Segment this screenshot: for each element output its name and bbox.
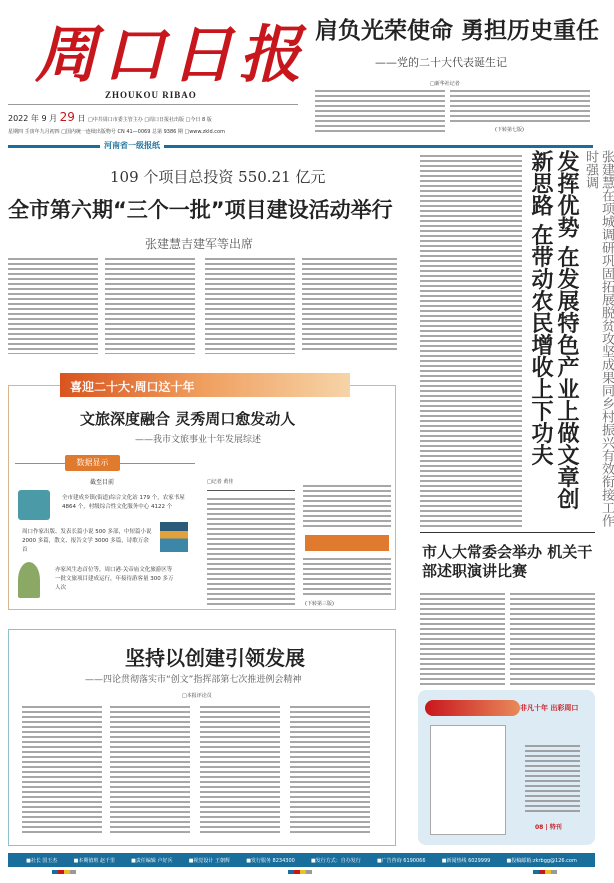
ribbon: 河南省一级报纸 (100, 140, 164, 151)
date-suffix: 日 (77, 114, 86, 123)
editorial-body (22, 706, 102, 834)
issue-info (8, 128, 225, 135)
ad-page-thumbnail (430, 725, 506, 835)
top-body (315, 90, 445, 132)
feature-subtitle: ——我市文旅事业十年发展综述 (135, 435, 262, 445)
top-subtitle: ——党的二十大代表诞生记 (375, 56, 507, 69)
top-byline: □新华社记者 (430, 81, 460, 87)
right-deck: 张建慧在项城调研巩固拓展脱贫攻坚成果同乡村振兴有效衔接工作时强调 (583, 150, 614, 527)
top-body (450, 90, 590, 122)
feature-subhead-tag (305, 535, 389, 551)
footer-bar (8, 853, 595, 867)
divider (8, 104, 298, 105)
stat-1: 全市建成乡镇(街道)综合文化站 179 个，农家书屋 4864 个，村级综合性文化服务中心 4122 个 (62, 495, 185, 510)
divider (420, 532, 595, 533)
stat-3: 亦家风生态首位等，周口港·关帝庙文化旅游区等一批文旅项目建成运行，年接待游客量 300 多万人次 (55, 567, 174, 591)
right-headline-1: 创新思路 在带动农民增收上下功夫 (528, 150, 579, 510)
date-year: 2022 年 9 月 (8, 114, 58, 123)
divider (207, 490, 295, 491)
feature-body (207, 498, 295, 606)
weekday: 星期四 壬寅年九月初四 (8, 129, 60, 135)
feature-banner: 喜迎二十大·周口这十年 (60, 373, 350, 397)
date-day: 29 (59, 110, 75, 124)
palm-tree-icon (18, 562, 40, 598)
masthead-logo: 周口日报 (35, 18, 308, 91)
top-continued: (下转第七版) (495, 127, 524, 133)
second-body (510, 593, 595, 685)
books-icon (160, 522, 188, 552)
second-body (420, 593, 505, 685)
lead-kicker: 109 个项目总投资 550.21 亿元 (110, 168, 326, 186)
stat-2: 周口作家出版、发表长篇小说 500 多部，中短篇小说 2000 多篇，散文、报告文学 3000 多篇，诗歌万余首 (22, 529, 152, 553)
lead-body (302, 258, 397, 350)
ad-ribbon (425, 700, 520, 716)
feature-headline[interactable]: 文旅深度融合 灵秀周口愈发动人 (80, 410, 296, 428)
editorial-body (290, 706, 370, 834)
footer-item: ■投稿邮箱:zkrbgg@126.com (506, 857, 577, 864)
rule (8, 145, 593, 148)
feature-body (303, 558, 391, 598)
right-headline[interactable] (527, 150, 579, 530)
ad-page-ref: 08 | 特刊 (535, 824, 562, 831)
data-tag: 数据显示 (65, 455, 120, 471)
editorial-body (110, 706, 190, 834)
building-icon (18, 490, 50, 520)
ad-body (525, 745, 580, 815)
editorial-subtitle: ——四论贯彻落实市“创文”指挥部第七次推进例会精神 (85, 675, 302, 685)
color-registration-mark (288, 870, 312, 874)
lead-body (8, 258, 98, 354)
lead-headline[interactable]: 全市第六期“三个一批”项目建设活动举行 (8, 198, 393, 222)
feature-body (303, 485, 391, 530)
top-headline[interactable]: 肩负光荣使命 勇担历史重任 (315, 18, 600, 44)
date-line (8, 110, 212, 124)
second-headline[interactable]: 市人大常委会举办 机关干部述职演讲比赛 (422, 543, 593, 580)
feature-byline: □记者 黄佳 (207, 479, 234, 485)
issn: □国内统一连续出版物号 CN 41—0069 总第 9386 期 □www.zkld.com (61, 129, 225, 135)
footer-item: ■本期值班 赵千里 (73, 857, 115, 864)
editorial-byline: □本报评论员 (182, 693, 212, 699)
color-registration-mark (52, 870, 76, 874)
footer-item: ■社长 国玉杰 (26, 857, 58, 864)
right-headline-2: 发挥优势 在发展特色产业上做文章 (554, 150, 579, 488)
footer-item: ■新闻热线 6029999 (441, 857, 491, 864)
footer-item: ■发行方式：自办发行 (311, 857, 361, 864)
feature-continued: (下转第三版) (305, 601, 334, 607)
color-registration-mark (533, 870, 557, 874)
lead-body (105, 258, 195, 354)
editorial-headline[interactable]: 坚持以创建引领发展 (125, 646, 305, 670)
ad-slogan: 非凡十年 出彩周口 (520, 704, 579, 712)
footer-item: ■责任编辑 卢好兵 (131, 857, 173, 864)
footer-item: ■发行服务 8234300 (246, 857, 295, 864)
lead-deck: 张建慧吉建军等出席 (145, 237, 254, 251)
footer-item: ■视觉设计 王朝辉 (188, 857, 231, 864)
as-of-label: 截至目前 (90, 479, 115, 486)
publisher-info: □中共周口市委主管主办 □周口日报社出版 □今日 8 版 (88, 117, 212, 123)
editorial-body (200, 706, 280, 834)
masthead-pinyin: ZHOUKOU RIBAO (105, 90, 197, 100)
right-body (420, 155, 522, 527)
lead-body (205, 258, 295, 354)
footer-item: ■广告咨询 6190066 (376, 857, 426, 864)
